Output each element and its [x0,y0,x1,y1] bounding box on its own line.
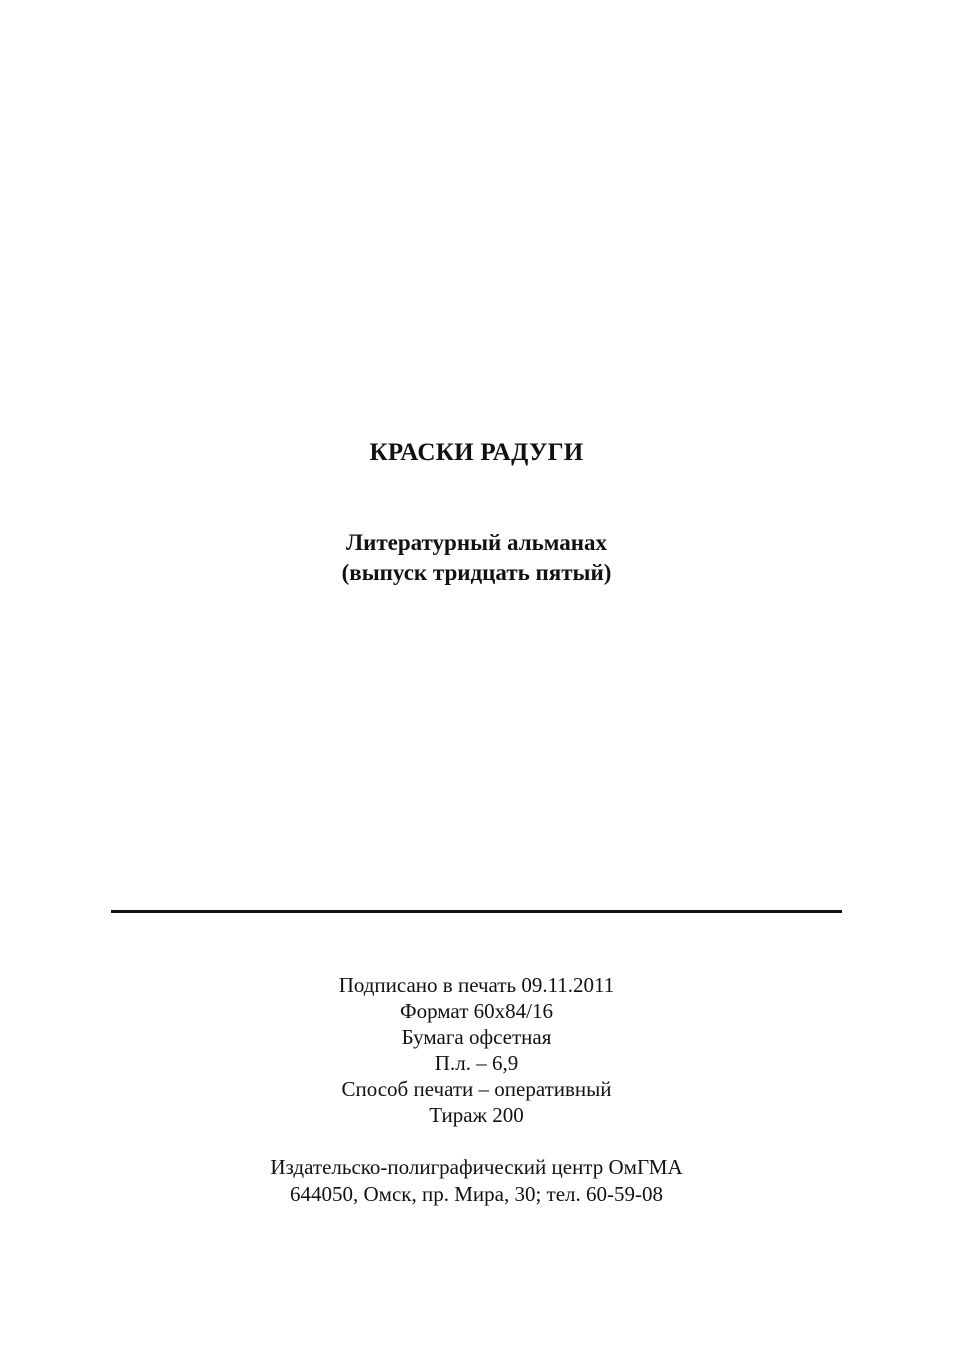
imprint-signed-date: Подписано в печать 09.11.2011 [338,973,615,997]
book-title: КРАСКИ РАДУГИ [369,439,584,466]
book-subtitle-line-1: Литературный альманах [345,530,608,555]
imprint-printed-sheets: П.л. – 6,9 [434,1051,519,1075]
horizontal-divider [111,910,842,913]
imprint-print-run: Тираж 200 [429,1103,524,1127]
imprint-block [0,972,953,1128]
imprint-format: Формат 60x84/16 [400,999,553,1023]
publisher-block [0,1154,953,1208]
book-subtitle-line-2: (выпуск тридцать пятый) [341,560,612,585]
publisher-address: 644050, Омск, пр. Мира, 30; тел. 60-59-08 [290,1182,663,1206]
imprint-paper: Бумага офсетная [401,1025,552,1049]
publisher-name: Издательско-полиграфический центр ОмГМА [270,1155,683,1179]
imprint-print-method: Способ печати – оперативный [341,1077,612,1101]
